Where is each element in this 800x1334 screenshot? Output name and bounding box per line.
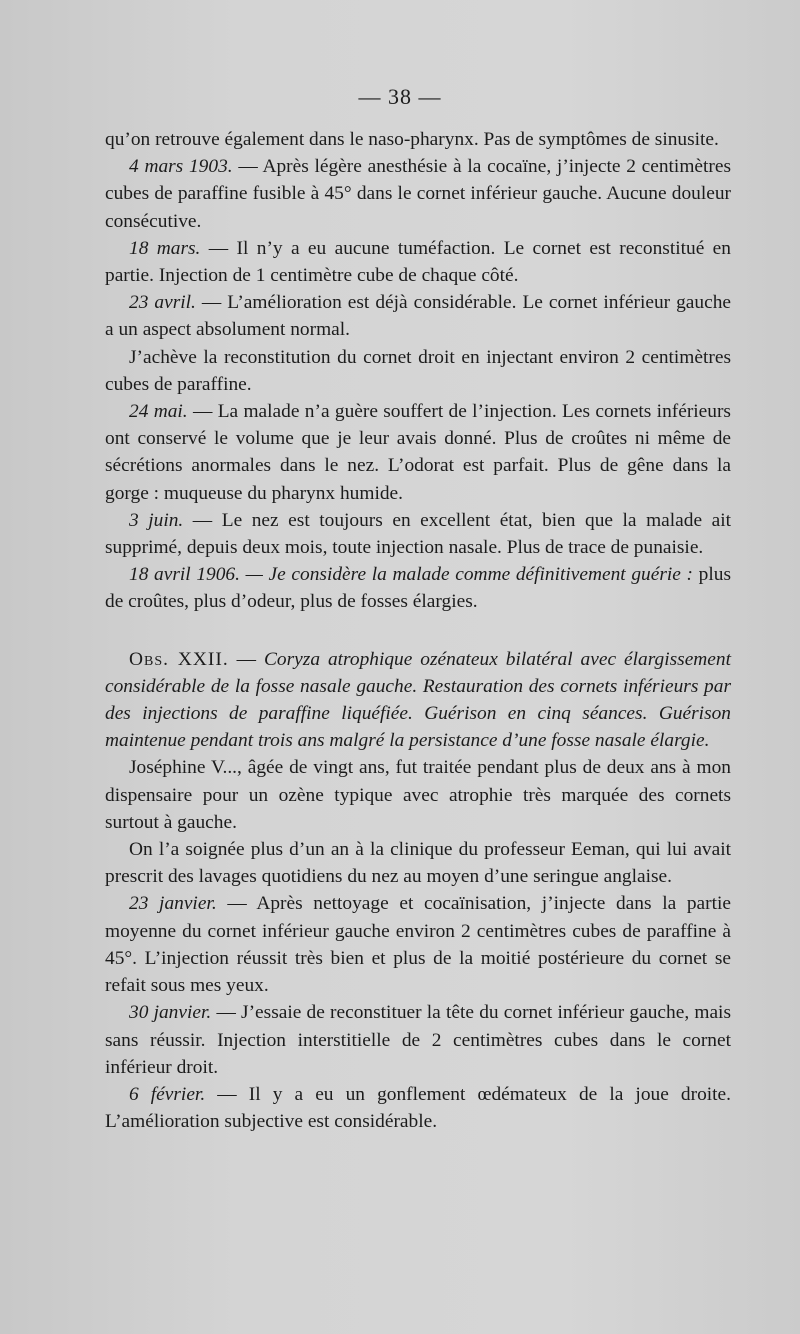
paragraph (105, 836, 731, 890)
date-lead: 30 janvier. (129, 1002, 212, 1024)
body-text (105, 126, 731, 1135)
paragraph (105, 754, 731, 836)
date-lead: 4 mars 1903. (129, 156, 233, 178)
paragraph-text: — Il n’y a eu aucune tuméfaction. Le cornet est reconstitué en partie. Injection de 1 centimètre cube de chaque côté. (105, 237, 731, 287)
paragraph-text: — Après nettoyage et cocaïnisation, j’injecte dans la partie moyenne du cornet inférieur gauche environ 2 centimètres cubes de paraffine à 45°. L’injection réussit très bien et plus de la moitié postérieure du cornet se refait sous mes yeux. (105, 893, 731, 997)
paragraph-text: Joséphine V..., âgée de vingt ans, fut traitée pendant plus de deux ans à mon dispensaire pour un ozène typique avec atrophie très marquée des cornets surtout à gauche. (105, 757, 731, 833)
paragraph (105, 999, 731, 1081)
date-lead: 18 avril 1906. — Je considère la malade comme définitivement guérie : (129, 564, 694, 586)
date-lead: 3 juin. (129, 509, 184, 531)
paragraph (105, 1081, 731, 1135)
paragraph (105, 344, 731, 398)
paragraph (105, 126, 731, 153)
observation-title: Coryza atrophique ozénateux bilatéral avec élargissement considérable de la fosse nasale gauche. Restauration des cornets inférieurs par des injections de paraffine liquéfiée. Guérison en cinq séances. Guérison maintenue pendant trois ans malgré la persistance d’une fosse nasale élargie. (105, 648, 731, 752)
paragraph (105, 561, 731, 615)
paragraph (105, 153, 731, 235)
date-lead: 24 mai. (129, 401, 188, 423)
date-lead: 23 avril. (129, 292, 196, 314)
paragraph-text: — J’essaie de reconstituer la tête du cornet inférieur gauche, mais sans réussir. Injection interstitielle de 2 centimètres cubes dans le cornet inférieur droit. (105, 1002, 731, 1078)
paragraph-text: — L’amélioration est déjà considérable. Le cornet inférieur gauche a un aspect absolument normal. (105, 292, 731, 341)
observation-label: Obs. XXII. (129, 648, 229, 670)
paragraph-text: qu’on retrouve également dans le naso-pharynx. Pas de symptômes de sinusite. (105, 129, 719, 150)
paragraph-text: — Après légère anesthésie à la cocaïne, j’injecte 2 centimètres cubes de paraffine fusible à 45° dans le cornet inférieur gauche. Aucune douleur consécutive. (105, 156, 732, 232)
paragraph (105, 890, 731, 999)
paragraph (105, 235, 731, 289)
date-lead: 23 janvier. (129, 893, 217, 915)
date-lead: 18 mars. (129, 237, 201, 259)
paragraph-text: J’achève la reconstitution du cornet droit en injectant environ 2 centimètres cubes de paraffine. (105, 346, 731, 395)
paragraph (105, 507, 731, 561)
date-lead: 6 février. (129, 1083, 206, 1105)
paragraph-text: plus de croûtes, plus d’odeur, plus de fosses élargies. (105, 564, 732, 613)
paragraph-text: — Il y a eu un gonflement œdémateux de la joue droite. L’amélioration subjective est considérable. (105, 1083, 731, 1133)
section-gap (105, 616, 731, 646)
paragraph-text: — Le nez est toujours en excellent état, bien que la malade ait supprimé, depuis deux mois, toute injection nasale. Plus de trace de punaisie. (105, 509, 731, 559)
page-number: — 38 — (358, 84, 442, 109)
paragraph-text: On l’a soignée plus d’un an à la clinique du professeur Eeman, qui lui avait prescrit des lavages quotidiens du nez au moyen d’une seringue anglaise. (105, 839, 731, 888)
observation-heading (105, 646, 731, 755)
paragraph (105, 289, 731, 343)
paragraph-text: — La malade n’a guère souffert de l’injection. Les cornets inférieurs ont conservé le volume que je leur avais donné. Plus de croûtes ni même de sécrétions anormales dans le nez. L’odorat est parfait. Plus de gêne dans la gorge : muqueuse du pharynx humide. (105, 401, 731, 504)
observation-dash: — (228, 648, 264, 670)
paragraph (105, 398, 731, 507)
